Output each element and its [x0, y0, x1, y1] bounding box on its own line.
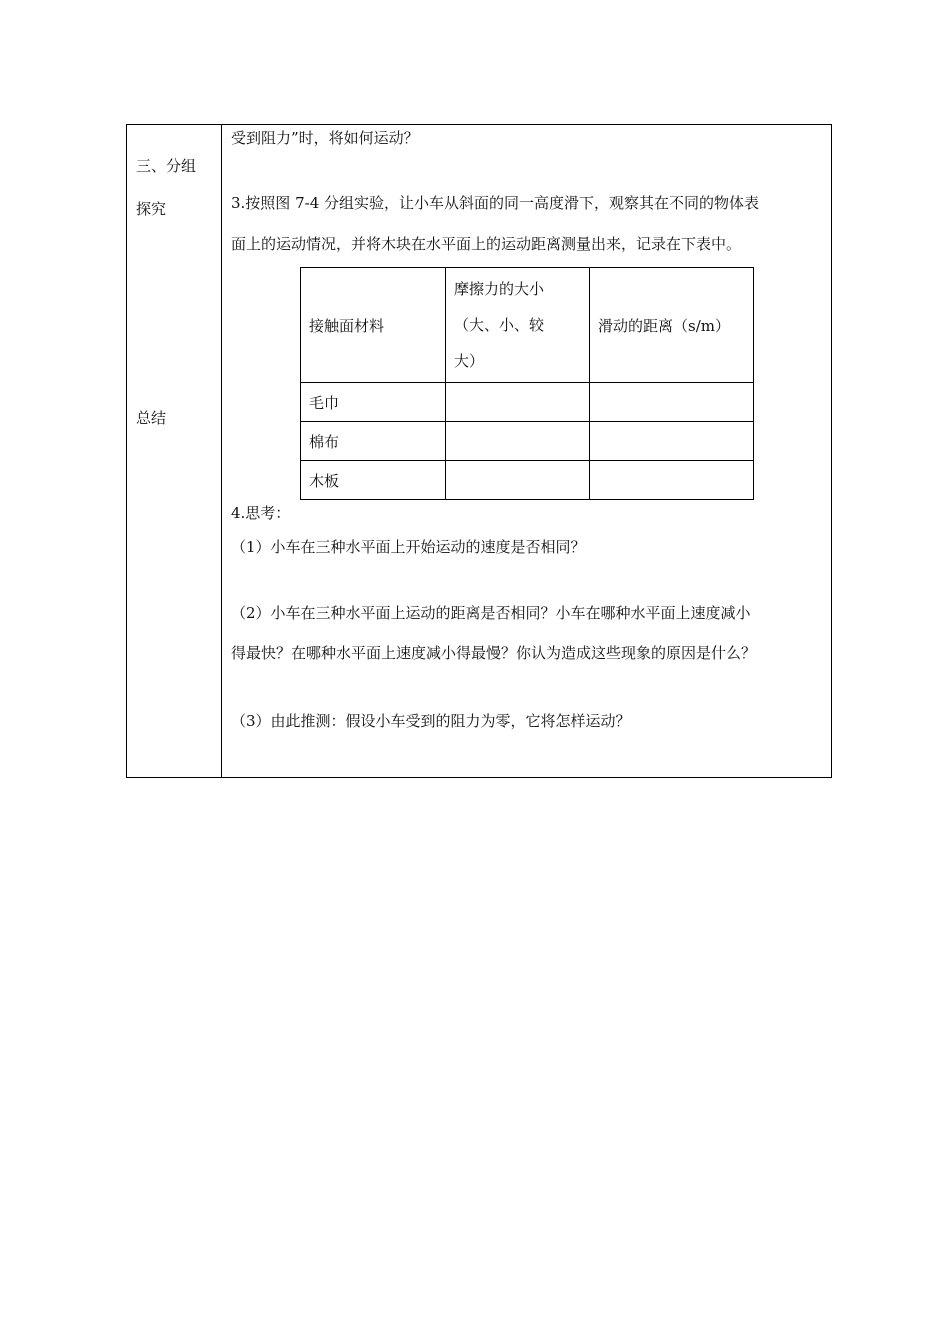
- header-distance: 滑动的距离（s/m）: [590, 268, 754, 383]
- header-friction-line3: 大）: [454, 352, 485, 370]
- question-2-line1: （2）小车在三种水平面上运动的距离是否相同？小车在哪种水平面上速度减小: [231, 604, 751, 622]
- record-table: [300, 267, 754, 500]
- item3-line1: 3.按照图 7-4 分组实验，让小车从斜面的同一高度滑下，观察其在不同的物体表: [231, 194, 760, 212]
- continuation-line: 受到阻力”时，将如何运动？: [231, 129, 419, 147]
- question-2-line2: 得最快？在哪种水平面上速度减小得最慢？你认为造成这些现象的原因是什么？: [231, 644, 757, 662]
- section-label-line1: 三、分组: [136, 157, 197, 175]
- header-friction-line2: （大、小、较: [454, 316, 545, 334]
- section-label-line2: 探究: [136, 200, 167, 218]
- cell-distance[interactable]: [590, 422, 754, 461]
- cell-material: 毛巾: [301, 383, 446, 422]
- header-friction-line1: 摩擦力的大小: [454, 280, 545, 298]
- table-row: [301, 422, 754, 461]
- cell-material: 木板: [301, 461, 446, 500]
- item3-line2: 面上的运动情况，并将木块在水平面上的运动距离测量出来，记录在下表中。: [231, 235, 742, 253]
- item4-title: 4.思考：: [231, 504, 291, 522]
- header-material: 接触面材料: [301, 268, 446, 383]
- column-divider: [221, 125, 222, 777]
- question-1: （1）小车在三种水平面上开始运动的速度是否相同？: [231, 538, 586, 556]
- cell-distance[interactable]: [590, 461, 754, 500]
- cell-distance[interactable]: [590, 383, 754, 422]
- table-row: [301, 383, 754, 422]
- question-3: （3）由此推测：假设小车受到的阻力为零，它将怎样运动？: [231, 712, 631, 730]
- summary-label: 总结: [136, 409, 167, 427]
- cell-material: 棉布: [301, 422, 446, 461]
- table-header-row: [301, 268, 754, 383]
- table-row: [301, 461, 754, 500]
- cell-friction[interactable]: [446, 422, 590, 461]
- header-friction: [446, 268, 590, 383]
- cell-friction[interactable]: [446, 383, 590, 422]
- cell-friction[interactable]: [446, 461, 590, 500]
